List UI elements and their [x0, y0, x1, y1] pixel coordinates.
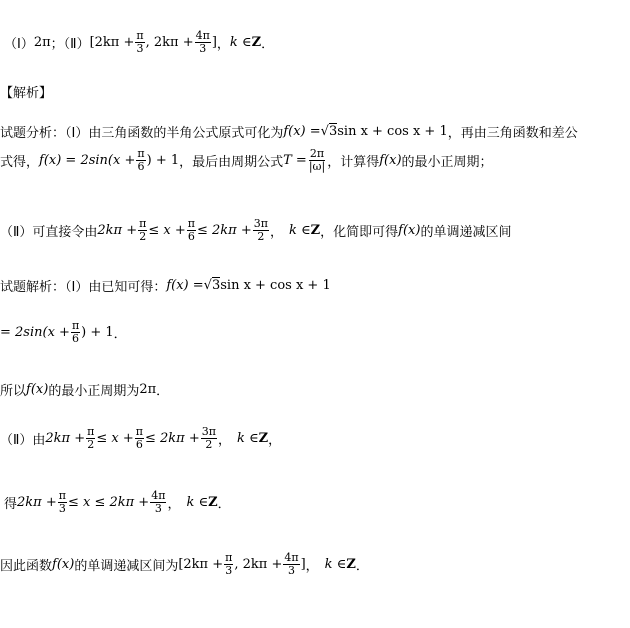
text: （Ⅱ）由 [0, 433, 46, 448]
period-mark: ． [217, 497, 231, 512]
interval-start: [2kπ + [89, 35, 135, 50]
analysis-line-1 [0, 122, 578, 141]
text: 式得， [0, 155, 40, 170]
interval-end: ] [211, 35, 217, 50]
formula: sin x + cos x + 1 [220, 278, 331, 293]
text: 得 [4, 497, 18, 512]
formula: ) + 1 [146, 153, 180, 168]
text: 的最小正周期； [401, 155, 493, 170]
formula: ≤ x + [148, 223, 186, 238]
formula: f(x) [398, 223, 421, 238]
text: ，再由三角函数和差公 [447, 126, 578, 141]
solution-line-5 [4, 490, 231, 515]
period-mark: ． [113, 327, 127, 342]
formula: 2kπ + [45, 431, 86, 446]
formula: 2π [139, 382, 157, 397]
section-title: 【解析】 [0, 86, 53, 101]
text: ，化简即可得 [320, 225, 399, 240]
k-condition: k ∈ [324, 557, 347, 572]
text: ，最后由周期公式 [179, 155, 284, 170]
formula: f(x) [379, 153, 402, 168]
fraction: $\frac{4\pi}{3}$ [284, 551, 299, 577]
formula: f(x) = 2sin(x + [39, 153, 136, 168]
k-condition: k ∈ [288, 223, 311, 238]
comma: ， [216, 37, 230, 52]
interval-mid: , 2kπ + [234, 557, 283, 572]
text: （Ⅱ）可直接令由 [0, 225, 98, 240]
text: 所以 [0, 384, 27, 399]
formula: ≤ x + [96, 431, 134, 446]
comma: ， [217, 433, 231, 448]
text: 因此函数 [0, 559, 53, 574]
fraction: $\frac{\pi}{2}$ [139, 217, 147, 243]
fraction: $\frac{\pi}{6}$ [135, 425, 143, 451]
fraction: $\frac{3\pi}{2}$ [201, 425, 216, 451]
fraction: $\frac{\pi}{6}$ [137, 147, 145, 173]
k-condition: k ∈ [236, 431, 259, 446]
formula: ) + 1 [81, 325, 114, 340]
fraction: $\frac{2\pi}{|\omega|}$ [308, 147, 326, 173]
solution-line-1 [0, 276, 331, 295]
period-answer: 2π [33, 35, 51, 50]
fraction: $\frac{\pi}{2}$ [87, 425, 95, 451]
answer-line [4, 30, 274, 55]
text: ，计算得 [327, 155, 380, 170]
formula: = 2sin(x + [0, 325, 70, 340]
comma: ， [305, 559, 319, 574]
comma: ， [268, 433, 282, 448]
formula: f(x) = [166, 278, 204, 293]
fraction: $\frac{\pi}{6}$ [187, 217, 195, 243]
fraction: $\frac{4\pi}{3}$ [151, 489, 166, 515]
integer-set: Z [208, 495, 218, 510]
analysis-heading [0, 82, 52, 101]
sqrt: √3 [320, 124, 338, 139]
integer-set: Z [258, 431, 269, 446]
part-two-marker: ；（Ⅱ） [50, 37, 90, 52]
fraction: $\frac{\pi}{3}$ [136, 29, 144, 55]
integer-set: Z [346, 557, 356, 572]
solution-line-2 [0, 320, 127, 345]
integer-set: Z [310, 223, 321, 238]
formula: 2kπ + [97, 223, 138, 238]
k-condition: k ∈ [186, 495, 209, 510]
text: 试题解析：（Ⅰ）由已知可得： [0, 280, 167, 295]
text: 试题分析：（Ⅰ）由三角函数的半角公式原式可化为 [0, 126, 284, 141]
fraction: $\frac{4\pi}{3}$ [195, 29, 210, 55]
solution-line-4 [0, 426, 281, 451]
period-mark: ． [355, 559, 369, 574]
text: 的单调递减区间 [420, 225, 512, 240]
formula: 2kπ + [17, 495, 57, 510]
period-mark: ． [156, 384, 170, 399]
integer-set: Z [251, 35, 262, 50]
solution-line-6 [0, 552, 369, 577]
period-mark: ． [261, 37, 275, 52]
comma: ， [269, 225, 283, 240]
text: 的单调递减区间为 [74, 559, 179, 574]
formula: f(x) [26, 382, 49, 397]
interval-end: ] [300, 557, 306, 572]
fraction: $\frac{\pi}{6}$ [71, 319, 80, 345]
comma: ， [167, 497, 181, 512]
fraction: $\frac{\pi}{3}$ [225, 551, 233, 577]
formula: sin x + cos x + 1 [337, 124, 448, 139]
formula: ≤ 2kπ + [144, 431, 200, 446]
analysis-line-2 [0, 148, 493, 173]
k-condition: k ∈ [229, 35, 252, 50]
formula: ≤ 2kπ + [196, 223, 252, 238]
formula: f(x) [52, 557, 75, 572]
fraction: $\frac{3\pi}{2}$ [253, 217, 268, 243]
text: 的最小正周期为 [48, 384, 140, 399]
interval-start: [2kπ + [178, 557, 224, 572]
sqrt: √3 [203, 278, 221, 293]
formula: f(x) = [283, 124, 321, 139]
formula: T = [283, 153, 307, 168]
fraction: $\frac{\pi}{3}$ [58, 489, 66, 515]
formula: ≤ x ≤ 2kπ + [67, 495, 150, 510]
interval-mid: , 2kπ + [145, 35, 194, 50]
part-one-marker: （Ⅰ） [4, 37, 34, 52]
analysis-line-3 [0, 218, 511, 243]
solution-line-3 [0, 380, 169, 399]
